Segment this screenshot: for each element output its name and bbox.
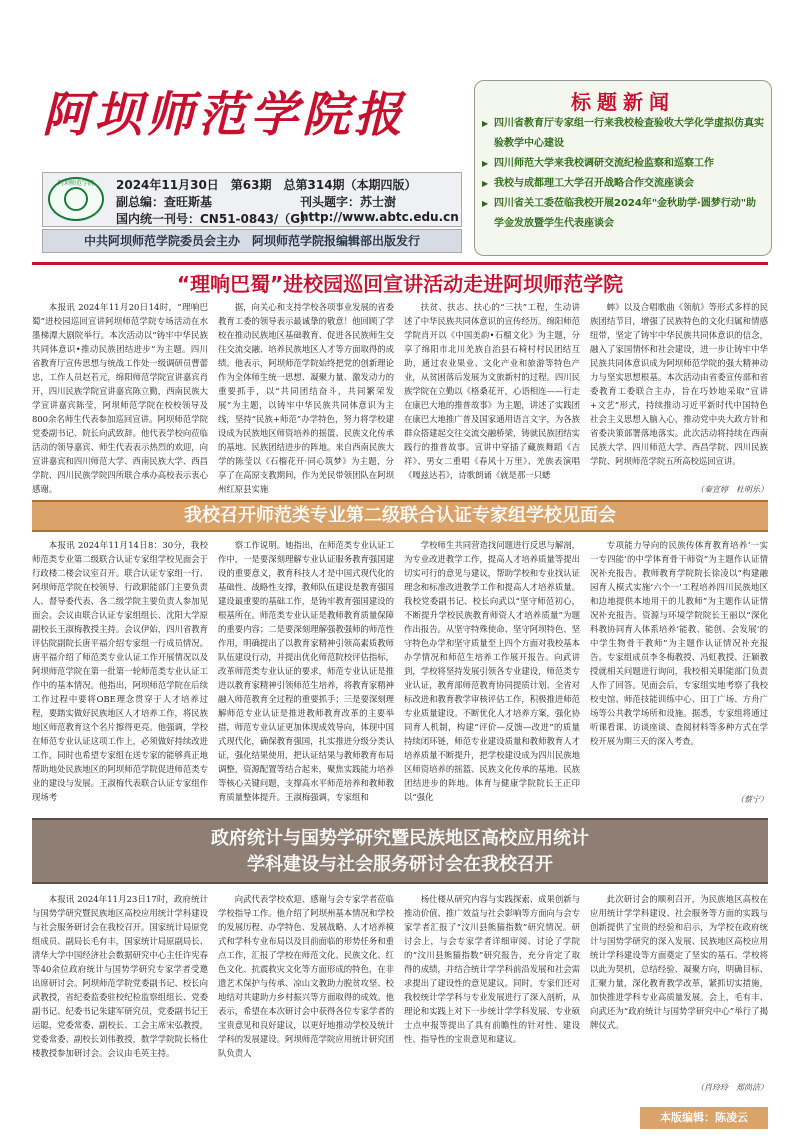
article3-banner	[32, 818, 768, 884]
article3-col3	[404, 892, 580, 1102]
sponsor-bar: 中共阿坝师范学院委员会主办 阿坝师范学院报编辑部出版发行	[42, 229, 462, 253]
article3-col4	[590, 892, 768, 1078]
divider	[32, 262, 768, 265]
article3-text: 向武代表学校欢迎、感谢与会专家学者莅临学校指导工作。他介绍了阿坝州基本情况和学校的发展历程、办学特色、发展战略、人才培养模式和学科专业布局以及目前面临的形势任务和重点工作，汇报了学校在师范文化、民族文化、红色文化、抗震救灾文化等方面形成的特色，在非遗艺术保护与传承、凉山文教助力脱贫攻坚、校地结对共建助力乡村振兴等方面取得的成效。他表示，希望在本次研讨会中获得各位专家学者的宝贵意见和良好建议，以更好地推动学校及统计学科的发展建设。阿坝师范学院应用统计研究团队负责人	[218, 894, 394, 1058]
headline-item: ▶ 四川省关工委莅临我校开展2024年"金秋助学·圆梦行动"助学金发放暨学生代表座谈会	[482, 194, 766, 234]
article1-signature: （秦宣婷 杜明乐）	[696, 485, 768, 494]
calligraphy-credit: 刊头题字：苏士澍	[300, 195, 397, 209]
website-url: http://www.abtc.edu.cn	[300, 210, 459, 224]
headline-item: ▶ 四川省教育厅专家组一行来我校检查验收大学化学虚拟仿真实验教学中心建设	[482, 114, 766, 154]
article2-text: 察工作说明。她指出，在师范类专业认证工作中，一是要深刻理解专业认证服务教育强国建设的重要意义，教育科技人才是中国式现代化的基础性、战略性支撑，教师队伍建设是教育强国建设最重要的基础工作，是铸牢教育强国建设的根基所在。师范类专业认证是教师教育质量保障的重要内容；二是要深刻理解强教强师的师范性作用，明确提出了以教育家精神引领高素质教师队伍建设行动，并提出优化师范院校评估指标，改革师范类专业认证的要求，师范专业认证是推进以教育家精神引领师范生培养，将教育家精神融入师范教育全过程的重要抓手；三是要深刻理解师范专业认证是推进教师教育改革的主要举措，师范专业认证更加体现成效导向，体现中国式现代化，确保教育强国，扎实推进分级分类认证，强化结果使用，把认证结果与教师教育布局调整，资源配置等结合起来，聚焦实践能力培养等核心关键问题，支撑高水平师范培养和教师教育质量整体提升。王淑梅强调，专家组和	[218, 540, 394, 802]
article3-text: 本报讯 2024年11月23日17时，政府统计与国势学研究暨民族地区高校应用统计学科建设与社会服务研讨会在我校召开。国家统计局原党组成员、副局长毛有丰，国家统计局原副局长、清华大学中国经济社会数据研究中心主任许宪春等40余位政府统计与国势学研究专家学者受邀出席研讨会。阿坝师范学院党委副书记、校长向武教授，省纪委监委驻校纪检监察组组长、党委副书记、纪委书记朱建军研究员，党委副书记王运聪，党委常委、副校长、工会主席宋弘教授，党委常委、副校长刘伟教授，数学学院院长杨仕楼教授参加研讨会。会议由毛英主持。	[32, 894, 208, 1058]
headline-item: ▶ 四川师范大学来我校调研交流纪检监察和巡察工作	[482, 154, 766, 174]
deputy-editor: 副总编：查旺斯基	[116, 195, 213, 209]
article1-text: 扶贫、扶志、扶心的“三扶”工程，生动讲述了中华民族共同体意识的宣传经历。绵阳师范学院肖开以《中国美韵•石榴文化》为主题，分享了绵阳市北川羌族自治县石椅村村民团结互助，通过农业果业、文化产业和旅游等特色产业，从贫困落后发展为文旅新村的过程。四川民族学院在立勤以《格桑花开，心语相连——行走在康巴大地的推普故事》为主题，讲述了实践团在康巴大地推广普及国家通用语言文字，为各族群众搭建起交往交流交融桥梁，铸就民族团结实践行的推普故事。宣讲中穿插了藏族舞蹈《吉祥》、男女二重唱《春风十万里》、羌族表演唱《嘎兹达若》，诗歌朗诵《就是那一只蟋	[404, 302, 580, 480]
article2-title: 我校召开师范类专业第二级联合认证专家组学校见面会	[184, 505, 616, 526]
seal-text: 阿坝师范学院	[57, 180, 94, 187]
article3-text: 此次研讨会的顺利召开，为民族地区高校在应用统计学学科建设、社会服务等方面的实践与创新提供了宝贵的经验和启示，为学校在政府统计与国势学研究的深入发展、民族地区高校应用统计学科建设等方面奠定了坚实的基石。学校将以此为契机，总结经验、凝聚方向，明确目标、汇聚力量，深化教育教学改革，紧抓切实措施，加快推进学科专业高质量发展。会上，毛有丰、向武还为“政府统计与国势学研究中心”举行了揭牌仪式。	[590, 894, 768, 1030]
article1-col4	[590, 300, 768, 480]
article3-signature: （肖玲玲 郑尚洁）	[696, 1083, 768, 1092]
article1-text: 据，向关心和支持学校各项事业发展的省委教育工委的领导表示最诚挚的敬意！他回顾了学校在推动民族地区基础教育、促进各民族师生交往交流交融、培养民族地区人才等方面取得的成绩。他表示，阿坝师范学院始终把党的创新理论作为全体师生统一思想、凝聚力量、激发动力的重要抓手，以“共同团结奋斗，共同繁荣发展”为主题，以铸牢中华民族共同体意识为主线，坚持“民族+师范”办学特色，努力将学校建设成为民族地区师资培养的摇篮、民族文化传承的基地、民族团结进步的阵地。来自西南民族大学的陈莹以《石榴花开·同心筑梦》为主题，分享了在高原支教期间，作为羌民带领团队在阿坝州红原县实施	[218, 302, 394, 494]
article1-title: “理响巴蜀”进校园巡回宣讲活动走进阿坝师范学院	[176, 272, 624, 296]
masthead-title: 阿坝师范学院报	[42, 87, 407, 143]
article3-col2	[218, 892, 394, 1102]
article3-text: 杨仕楼从研究内容与实践探索、成果创新与推动价值、推广效益与社会影响等方面向与会专家学者汇报了“汶川县熊猫指数”研究情况。研讨会上，与会专家学者详细审阅、讨论了学院的“汶川县熊猫指数”研究报告，充分肯定了取得的成绩，并结合统计学学科前沿发展和社会需求提出了建设性的意见建议。同时，专家们还对我校统计学学科与专业发展进行了深入剖析，从理论和实践上对下一步统计学学科发展、专业硕士点申报等提出了具有前瞻性的针对性、建设性、指导性的宝贵意见和建议。	[404, 894, 580, 1044]
publication-code: 国内统一刊号：CN51-0843/（G）	[116, 212, 313, 226]
article2-col1	[32, 538, 208, 808]
article2-col4	[590, 538, 768, 792]
article2-col2	[218, 538, 394, 808]
article3-col1	[32, 892, 208, 1102]
article2-text: 学校师生共同营造找问题进行反思与解剖，为专业改进教学工作，提高人才培养质量等提出切实可行的意见与建议，帮助学校和专业找认证理念和标准改进教学工作和提高人才培养质量。我校党委副书记、校长向武以“坚守师范初心，不断提升学校民族教育师资人才培养质量”为题作出报告。从坚守特殊使命、坚守阿坝特色、坚守特色办学和坚守质量至上四个方面对我校基本办学情况和师范生培养工作展开报告。向武讲到，学校将坚持发展引领各专业建设，师范类专业认证，教育部师范教育协同提质计划、全省对标改进和教育教学审核评估工作，积极推进师范专业质量建设。不断优化人才培养方案，强化协同育人机制，构建“评价—反馈—改进”的质量持续闭环链，师范专业建设质量和教师教育人才培养质量不断提升，把学校建设成为四川民族地区师资培养的摇篮、民族文化传承的基地、民族团结进步的阵地。体育与健康学院院长王正印以“强化	[404, 540, 580, 802]
headlines-title: 标题新闻	[571, 90, 675, 114]
headline-item: ▶ 我校与成都理工大学召开战略合作交流座谈会	[482, 174, 766, 194]
issue-info: 2024年11月30日 第63期 总第314期（本期四版）	[116, 178, 417, 192]
headlines-list	[482, 114, 766, 234]
article1-col3	[404, 300, 580, 496]
article2-col3	[404, 538, 580, 808]
article3-title-line2: 学科建设与社会服务研讨会在我校召开	[247, 854, 553, 875]
article1-col2	[218, 300, 394, 496]
article1-text: 本报讯 2024年11月20日14时，“理响巴蜀”进校园巡回宣讲阿坝师范学院专场活动在水墨梯潭大剧院举行。本次活动以“铸牢中华民族共同体意识•推动民族团结进步”为主题。四川省教育厅宣传思想与统战工作处一级调研员曹蕾忠，工作人员赵若元，绵阳师范学院宣讲嘉宾肖开，四川民族学院宣讲嘉宾陈立勤，西南民族大学宣讲嘉宾陈莹，阿坝师范学院在校校领导及800余名师生代表参加巡回宣讲。阿坝师范学院党委副书记、院长向武致辞。他代表学校向莅临活动的领导嘉宾、师生代表表示热烈的欢迎，向宣讲嘉宾和四川师范大学、西南民族大学、西昌学院、四川民族学院四所联合承办高校表示衷心感谢。	[32, 302, 208, 494]
article1-col1	[32, 300, 208, 496]
page-editor-credit: 本版编辑：陈凌云	[640, 1107, 768, 1129]
article1-text: 蟀》以及合唱歌曲《领航》等形式多样的民族团结节目，增强了民族特色的文化归属和情感纽带，坚定了铸牢中华民族共同体意识的信念，融入了家国情怀和社会建设，进一步让铸牢中华民族共同体意识成为阿坝师范学院的强大精神动力与坚实思想根基。本次活动由省委宣传部和省委教育工委联合主办，旨在巧妙地采取“宣讲+文艺”形式，持续推动习近平新时代中国特色社会主义思想入脑入心，推动党中央大政方针和省委决策部署落地落实。此次活动将持续在西南民族大学、四川师范大学、西昌学院、四川民族学院、阿坝师范学院五所高校巡回宣讲。	[590, 302, 768, 466]
article2-text: 本报讯 2024年11月14日8：30分，我校师范类专业第二级联合认证专家组学校见面会于行政楼二楼会议室召开。联合认证专家组一行、阿坝师范学院在校领导、行政职能部门主要负责人、督导委代表、各二级学院主要负责人参加见面会。会议由联合认证专家组组长、沈阳大学原副校长王淑梅教授主持。会议伊始，四川省教育评估院副院长唐平福介绍专家组一行成员情况。唐平福介绍了师范类专业认证工作开展情况以及阿坝师范学院在第一批第一轮师范类专业认证工作中的基本情况。他指出，阿坝师范学院在后续工作过程中要将OBE理念贯穿于人才培养过程，要踏实做好民族地区人才培养工作，将民族地区师范教育这个名片擦得更亮。他强调，学校在师范专业认证这项工作上，必须做好持续改进工作，同时也希望专家组在送专家的能够真正地帮助地处民族地区的阿坝师范学院促进师范类专业的建设与发展。王淑梅代表联合认证专家组作现场考	[32, 540, 208, 802]
article2-signature: （蔡宁）	[736, 795, 768, 804]
article2-text: 专项能力导向的民族传体育教育培养‘一实一专四能’的中学体育骨干师资”为主题作认证情况补充报告。教师教育学院院长徐凌以“构建融园育人模式实施‘六个一’工程培养四川民族地区和边地提供本地用干的儿教师”为主题作认证情况补充报告。资源与环境学院院长王丽以“深化科教协同育人体系培养‘能教、能创、会发展’的中学生物骨干教师”为主题作认证情况补充报告。专家组成员李冬梅教授、冯虹教授、汪颖教授就相关问题进行询问，我校相关职能部门负责人作了回答。见面会后，专家组实地考察了我校校史馆、师范技能训练中心、田丁广场、方舟广场等公共教学场所和设施。据悉，专家组将通过听课看课、访谈座谈、查阅材料等多种方式在学校开展为期三天的深入考查。	[590, 540, 768, 746]
article3-title-line1: 政府统计与国势学研究暨民族地区高校应用统计	[211, 828, 589, 849]
article2-banner	[32, 500, 768, 532]
